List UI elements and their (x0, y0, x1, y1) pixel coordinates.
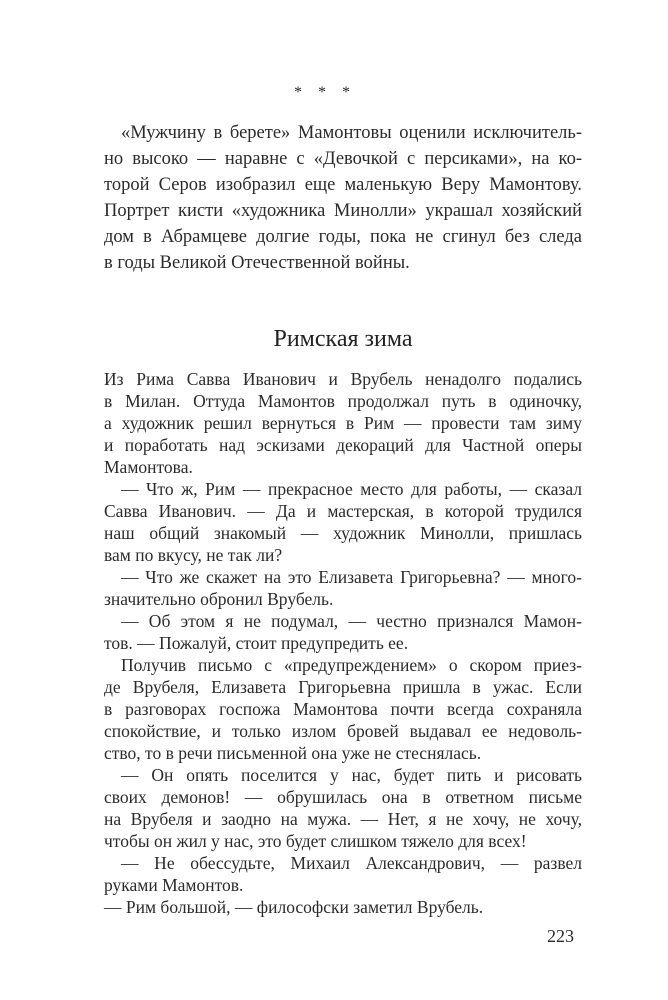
text-line: своих демонов! — обрушилась она в ответном письме (104, 787, 582, 807)
text-line: руками Мамонтов. (104, 875, 244, 895)
text-line: ство, то в речи письменной она уже не стеснялась. (104, 743, 482, 763)
text-line: наш общий знакомый — художник Минолли, пришлась (104, 523, 582, 543)
text-line: а художник решил вернуться в Рим — провести там зиму (104, 413, 582, 433)
text-line: значительно обронил Врубель. (104, 589, 334, 609)
text-line: Получив письмо с «предупреждением» о скором приез- (121, 655, 582, 675)
text-line: — Что же скажет на это Елизавета Григорьевна? — много- (121, 567, 582, 587)
text-line: — Рим большой, — философски заметил Врубель. (104, 897, 484, 917)
text-line: Портрет кисти «художника Минолли» украшал хозяйский (104, 201, 582, 221)
text-line: в Милан. Оттуда Мамонтов продолжал путь в одиночку, (104, 391, 582, 411)
text-line: на Врубеля и заодно на мужа. — Нет, я не хочу, не хочу, (104, 809, 582, 829)
chapter-heading: Римская зима (273, 326, 413, 352)
text-line: торой Серов изобразил еще маленькую Веру Мамонтову. (104, 175, 582, 195)
section-ornament: * * * (294, 84, 356, 101)
text-line: — Не обессудьте, Михаил Александрович, — развел (121, 853, 582, 873)
text-line: «Мужчину в берете» Мамонтовы оценили исключитель- (121, 123, 582, 143)
text-line: и поработать над эскизами декораций для Частной оперы (104, 435, 582, 455)
text-line: спокойствие, и только излом бровей выдавал ее недоволь- (104, 721, 582, 741)
text-line: в годы Великой Отечественной войны. (104, 253, 410, 273)
text-line: но высоко — наравне с «Девочкой с персиками», на ко- (104, 149, 582, 169)
text-line: — Об этом я не подумал, — честно признался Мамон- (121, 611, 582, 631)
text-line: Савва Иванович. — Да и мастерская, в которой трудился (104, 501, 582, 521)
text-line: Мамонтова. (104, 457, 193, 477)
text-line: чтобы он жил у нас, это будет слишком тяжело для всех! (104, 831, 527, 851)
text-line: де Врубеля, Елизавета Григорьевна пришла в ужас. Если (104, 677, 582, 697)
page-number: 223 (547, 926, 574, 946)
text-line: вам по вкусу, не так ли? (104, 545, 283, 565)
text-line: тов. — Пожалуй, стоит предупредить ее. (104, 633, 409, 653)
text-line: — Он опять поселится у нас, будет пить и рисовать (121, 765, 582, 785)
text-line: — Что ж, Рим — прекрасное место для работы, — сказал (121, 479, 582, 499)
text-line: дом в Абрамцеве долгие годы, пока не сгинул без следа (104, 227, 582, 247)
text-line: в разговорах госпожа Мамонтова почти всегда сохраняла (104, 699, 582, 719)
text-line: Из Рима Савва Иванович и Врубель ненадолго подались (104, 369, 582, 389)
